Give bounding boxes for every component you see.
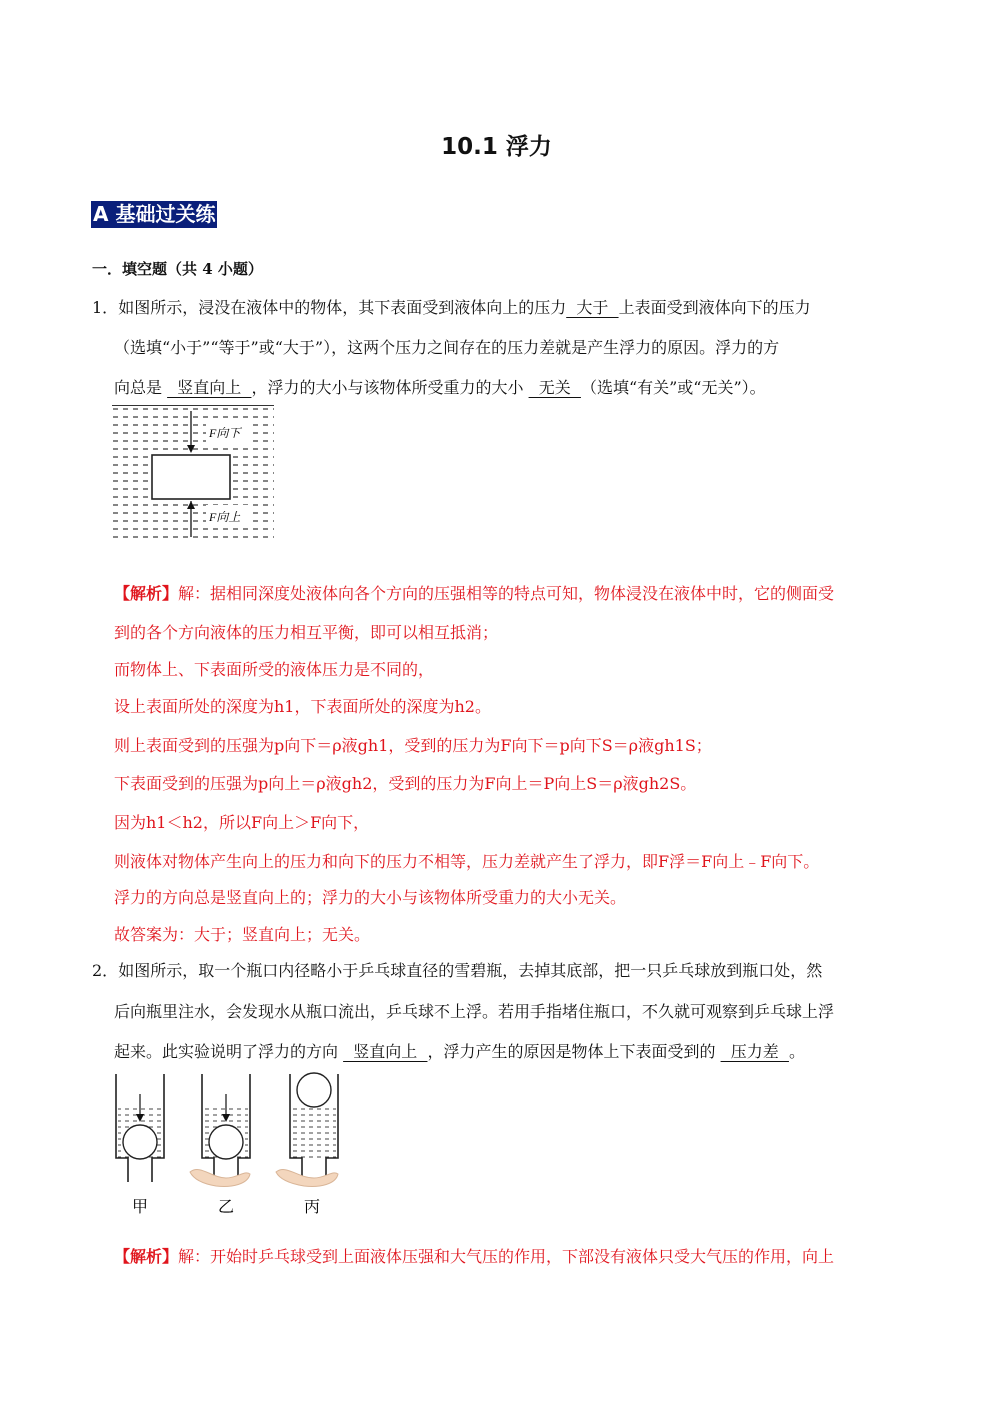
q1-analysis-line-9: 浮力的方向总是竖直向上的；浮力的大小与该物体所受重力的大小无关。	[114, 888, 627, 907]
q2-line-3: 起来。此实验说明了浮力的方向 竖直向上 ，浮力产生的原因是物体上下表面受到的 压力差 。	[114, 1042, 805, 1061]
bottle-yi	[190, 1074, 250, 1187]
q1-answer-1: 大于	[566, 298, 619, 317]
q2-analysis-line-1: 【解析】解：开始时乒乓球受到上面液体压强和大气压的作用，下部没有液体只受大气压的作用，向上	[114, 1247, 835, 1266]
q1-analysis-line-10: 故答案为：大于；竖直向上；无关。	[114, 925, 371, 944]
q2-answer-1: 竖直向上	[343, 1042, 428, 1061]
q1-line-3: 向总是 竖直向上 ，浮力的大小与该物体所受重力的大小 无关 （选填“有关”或“无关”）。	[114, 378, 766, 397]
analysis-tag: 【解析】	[114, 584, 179, 603]
q2-number: 2．	[92, 961, 119, 980]
q1-analysis-line-3: 而物体上、下表面所受的液体压力是不同的，	[114, 660, 435, 679]
label-bing: 丙	[304, 1197, 321, 1216]
q1-number: 1．	[92, 298, 119, 317]
q1-answer-2: 竖直向上	[167, 378, 252, 397]
pingpong-bottles-figure	[108, 1070, 358, 1220]
q1-analysis-line-6: 下表面受到的压强为p向上＝ρ液gh2，受到的压力为F向上＝P向上S＝ρ液gh2S。	[114, 774, 697, 793]
label-jia: 甲	[132, 1197, 149, 1216]
submerged-block-figure	[112, 405, 274, 541]
q2-line-1: 2．如图所示，取一个瓶口内径略小于乒乓球直径的雪碧瓶，去掉其底部，把一只乒乓球放到瓶口处，然	[92, 961, 823, 980]
q1-analysis-line-8: 则液体对物体产生向上的压力和向下的压力不相等，压力差就产生了浮力，即F浮＝F向上﹣F向下。	[114, 852, 820, 871]
bottle-jia	[116, 1074, 164, 1182]
q2-answer-2: 压力差	[720, 1042, 789, 1061]
q1-analysis-line-2: 到的各个方向液体的压力相互平衡，即可以相互抵消；	[114, 623, 499, 642]
q1-answer-3: 无关	[528, 378, 581, 397]
force-down-label: F向下	[209, 426, 241, 440]
q1-analysis-line-1: 【解析】解：据相同深度处液体向各个方向的压强相等的特点可知，物体浸没在液体中时，它的侧面受	[114, 584, 835, 603]
section-banner: A 基础过关练	[93, 202, 216, 226]
q1-line-1: 1．如图所示，浸没在液体中的物体，其下表面受到液体向上的压力 大于 上表面受到液体向下的压力	[92, 298, 811, 317]
q1-analysis-line-5: 则上表面受到的压强为p向下＝ρ液gh1，受到的压力为F向下＝p向下S＝ρ液gh1S；	[114, 736, 712, 755]
q1-line-2: （选填“小于”“等于”或“大于”），这两个压力之间存在的压力差就是产生浮力的原因。浮力的方	[114, 338, 780, 357]
label-yi: 乙	[218, 1197, 235, 1216]
page-title: 10.1 浮力	[441, 134, 552, 160]
bottle-bing	[276, 1073, 338, 1187]
force-up-label: F向上	[209, 510, 241, 524]
q1-analysis-line-4: 设上表面所处的深度为h1，下表面所处的深度为h2。	[114, 697, 491, 716]
analysis-tag: 【解析】	[114, 1247, 179, 1266]
q2-line-2: 后向瓶里注水，会发现水从瓶口流出，乒乓球不上浮。若用手指堵住瓶口，不久就可观察到乒乓球上浮	[114, 1002, 835, 1021]
q1-analysis-line-7: 因为h1＜h2，所以F向上＞F向下，	[114, 813, 370, 832]
section-heading: 一．填空题（共 4 小题）	[92, 260, 263, 278]
